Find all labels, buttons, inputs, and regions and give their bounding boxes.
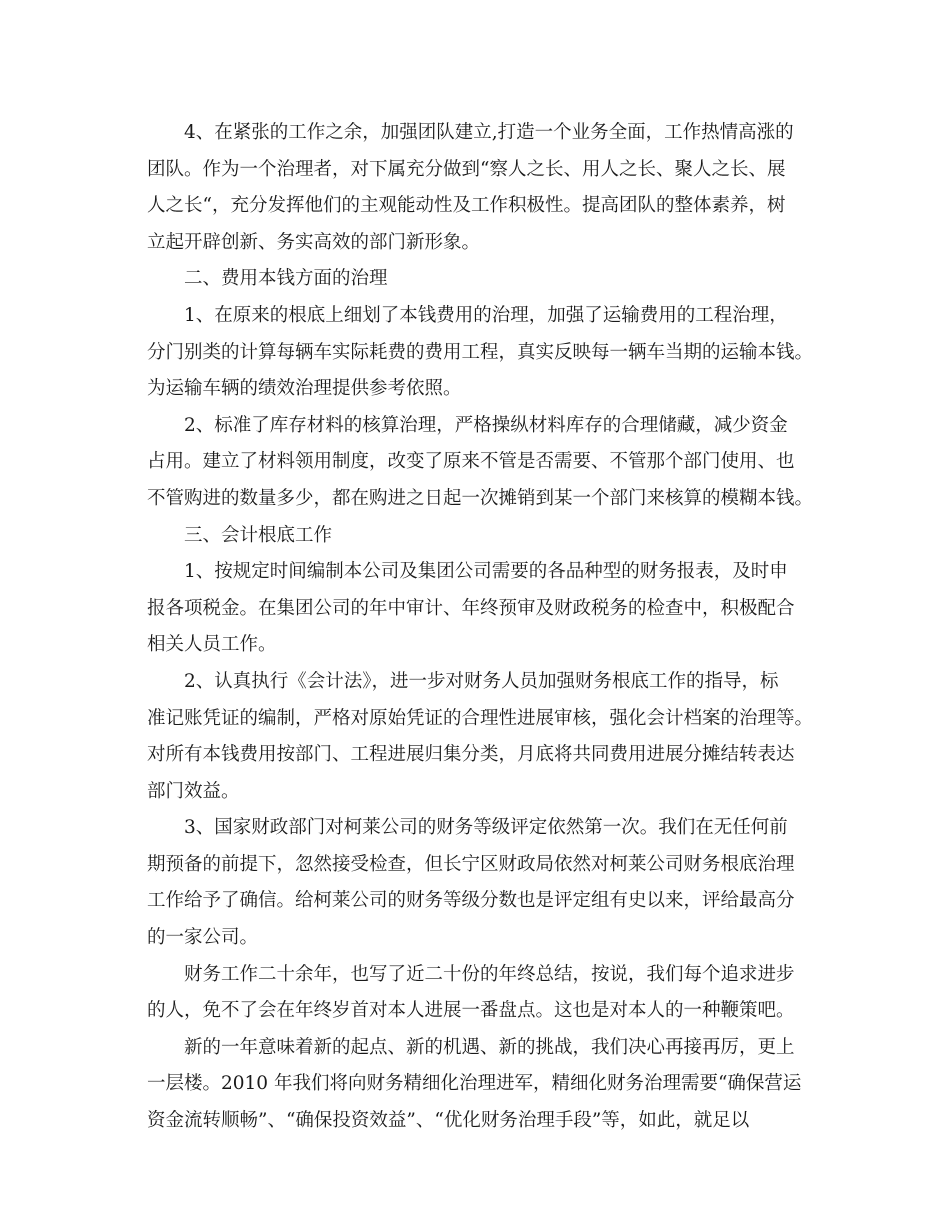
text-line: 相关人员工作。: [147, 634, 277, 656]
body-paragraph: [147, 554, 807, 664]
text-line: 2、标准了库存材料的核算治理，严格操纵材料库存的合理储藏，减少资金: [184, 414, 788, 436]
text-line: 立起开辟创新、务实高效的部门新形象。: [147, 231, 481, 253]
text-line: 1、在原来的根底上细划了本钱费用的治理，加强了运输费用的工程治理，: [184, 304, 788, 326]
text-line: 报各项税金。在集团公司的年中审计、年终预审及财政税务的检查中，积极配合: [147, 597, 795, 619]
body-paragraph: [147, 115, 807, 261]
text-line: 1、按规定时间编制本公司及集团公司需要的各品种型的财务报表，及时申: [184, 561, 788, 583]
text-line: 资金流转顺畅”、“确保投资效益”、“优化财务治理手段”等，如此，就足以: [147, 1110, 750, 1132]
text-line: 三、会计根底工作: [184, 524, 333, 546]
text-line: 团队。作为一个治理者，对下属充分做到“察人之长、用人之长、聚人之长、展: [147, 158, 786, 180]
text-line: 人之长“，充分发挥他们的主观能动性及工作积极性。提高团队的整体素养，树: [147, 195, 786, 217]
text-line: 不管购进的数量多少，都在购进之日起一次摊销到某一个部门来核算的模糊本钱。: [147, 487, 814, 509]
body-paragraph: [147, 298, 814, 408]
text-line: 新的一年意味着新的起点、新的机遇、新的挑战，我们决心再接再厉，更上: [184, 1036, 795, 1058]
text-line: 4、在紧张的工作之余，加强团队建立,打造一个业务全面，工作热情高涨的: [184, 122, 794, 143]
text-line: 一层楼。2010 年我们将向财务精细化治理进军，精细化财务治理需要“确保营运: [147, 1073, 802, 1095]
body-paragraph: [147, 957, 807, 1030]
text-line: 期预备的前提下，忽然接受检查，但长宁区财政局依然对柯莱公司财务根底治理: [147, 853, 795, 875]
body-paragraph: [147, 664, 814, 810]
text-line: 部门效益。: [147, 780, 240, 802]
text-line: 占用。建立了材料领用制度，改变了原来不管是否需要、不管那个部门使用、也: [147, 451, 795, 473]
body-paragraph: [147, 1030, 807, 1140]
text-line: 3、国家财政部门对柯莱公司的财务等级评定依然第一次。我们在无任何前: [184, 817, 788, 839]
body-paragraph: [147, 408, 814, 518]
section-heading: [147, 518, 807, 555]
text-line: 2、认真执行《会计法》，进一步对财务人员加强财务根底工作的指导，标: [184, 670, 779, 692]
text-line: 工作给予了确信。给柯莱公司的财务等级分数也是评定组有史以来，评给最高分: [147, 890, 795, 912]
document-body: [147, 115, 814, 1140]
text-line: 的人，免不了会在年终岁首对本人进展一番盘点。这也是对本人的一种鞭策吧。: [147, 1000, 795, 1022]
text-line: 分门别类的计算每辆车实际耗费的费用工程，真实反映每一辆车当期的运输本钱。: [147, 341, 814, 363]
text-line: 准记账凭证的编制，严格对原始凭证的合理性进展审核，强化会计档案的治理等。: [147, 707, 814, 729]
body-paragraph: [147, 810, 807, 956]
text-line: 财务工作二十余年，也写了近二十份的年终总结，按说，我们每个追求进步: [184, 963, 795, 985]
text-line: 为运输车辆的绩效治理提供参考依照。: [147, 378, 462, 400]
text-line: 对所有本钱费用按部门、工程进展归集分类，月底将共同费用进展分摊结转表达: [147, 744, 795, 766]
text-line: 二、费用本钱方面的治理: [184, 268, 388, 290]
text-line: 的一家公司。: [147, 927, 259, 949]
section-heading: [147, 261, 807, 298]
